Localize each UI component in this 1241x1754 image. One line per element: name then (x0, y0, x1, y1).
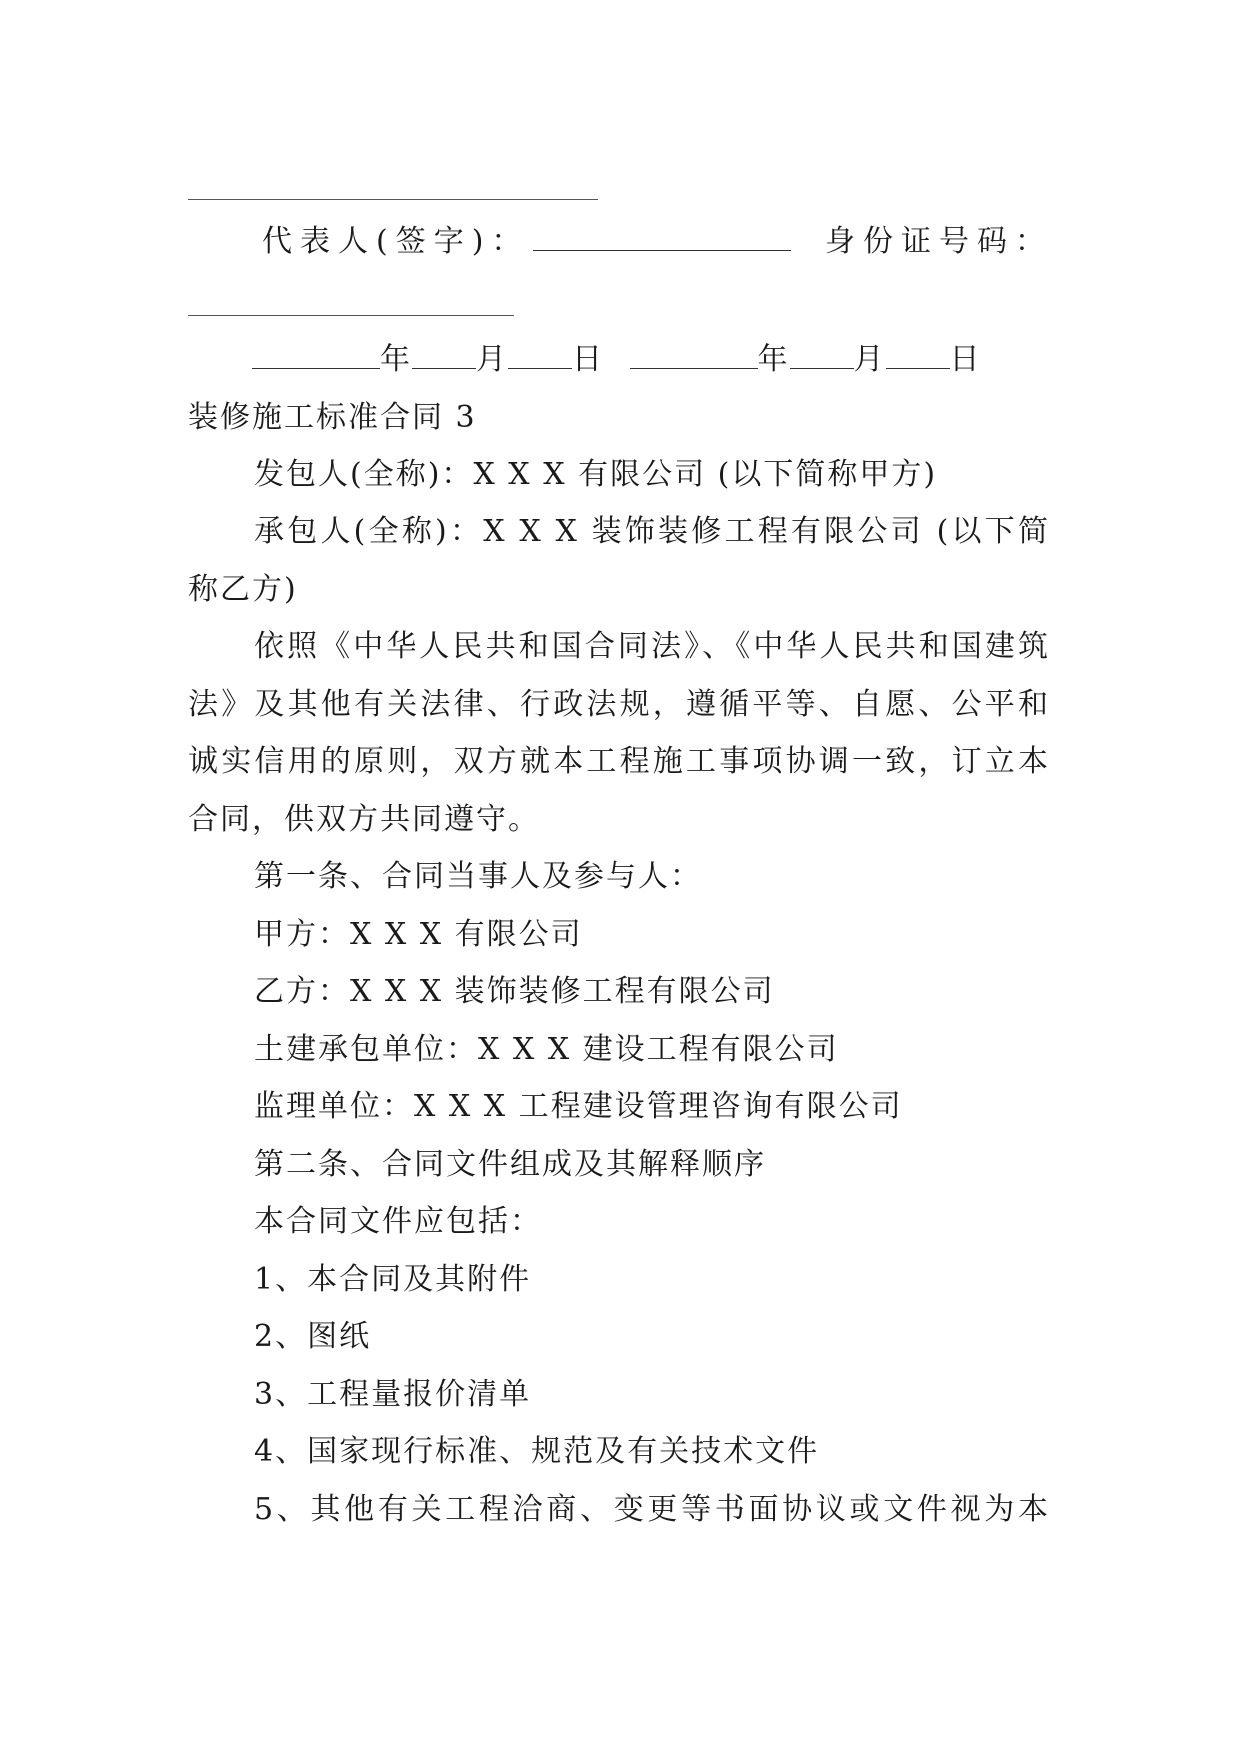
documents-item-5: 5、其他有关工程洽商、变更等书面协议或文件视为本 (254, 1492, 1050, 1527)
id-number-blank-rule[interactable] (188, 315, 514, 316)
month-blank-1[interactable] (412, 340, 476, 369)
year-blank-1[interactable] (252, 340, 380, 369)
day-blank-1[interactable] (508, 340, 572, 369)
month-label-2: 月 (853, 342, 886, 377)
contract-title: 装修施工标准合同 3 (188, 400, 477, 435)
date-line (252, 340, 982, 380)
party-b-line: 乙方：X X X 装饰装修工程有限公司 (254, 974, 775, 1009)
article-2-heading: 第二条、合同文件组成及其解释顺序 (254, 1147, 766, 1182)
preamble-line-4: 合同，供双方共同遵守。 (188, 802, 540, 837)
preamble-line-1: 依照《中华人民共和国合同法》、《中华人民共和国建筑 (254, 629, 1050, 664)
top-blank-rule (188, 199, 598, 200)
documents-item-3: 3、工程量报价清单 (254, 1377, 532, 1412)
preamble-line-2: 法》及其他有关法律、行政法规，遵循平等、自愿、公平和 (188, 687, 1050, 722)
representative-label: 代表人(签字)： (262, 224, 530, 259)
year-blank-2[interactable] (630, 340, 758, 369)
preamble-line-3: 诚实信用的原则，双方就本工程施工事项协调一致，订立本 (188, 744, 1050, 779)
article-1-heading: 第一条、合同当事人及参与人： (254, 859, 702, 894)
supervisor-line: 监理单位：X X X 工程建设管理咨询有限公司 (254, 1089, 903, 1124)
contractor-line-2: 称乙方) (188, 572, 298, 607)
civil-contractor-line: 土建承包单位：X X X 建设工程有限公司 (254, 1032, 839, 1067)
month-label-1: 月 (476, 342, 508, 377)
documents-intro: 本合同文件应包括： (254, 1204, 542, 1239)
month-blank-2[interactable] (790, 340, 854, 369)
documents-item-1: 1、本合同及其附件 (254, 1262, 532, 1297)
year-label-1: 年 (380, 342, 412, 377)
contractor-line-1: 承包人(全称)：X X X 装饰装修工程有限公司 (以下简 (254, 514, 1050, 549)
id-number-label: 身份证号码： (824, 224, 1053, 259)
documents-item-4: 4、国家现行标准、规范及有关技术文件 (254, 1434, 820, 1469)
day-blank-2[interactable] (886, 340, 950, 369)
employer-line: 发包人(全称)：X X X 有限公司 (以下简称甲方) (254, 457, 938, 492)
party-a-line: 甲方：X X X 有限公司 (254, 917, 583, 952)
day-label-1: 日 (572, 342, 604, 377)
documents-item-2: 2、图纸 (254, 1319, 372, 1354)
representative-signature-blank[interactable] (533, 222, 791, 251)
day-label-2: 日 (949, 342, 982, 377)
representative-line (262, 222, 1053, 262)
year-label-2: 年 (757, 342, 790, 377)
